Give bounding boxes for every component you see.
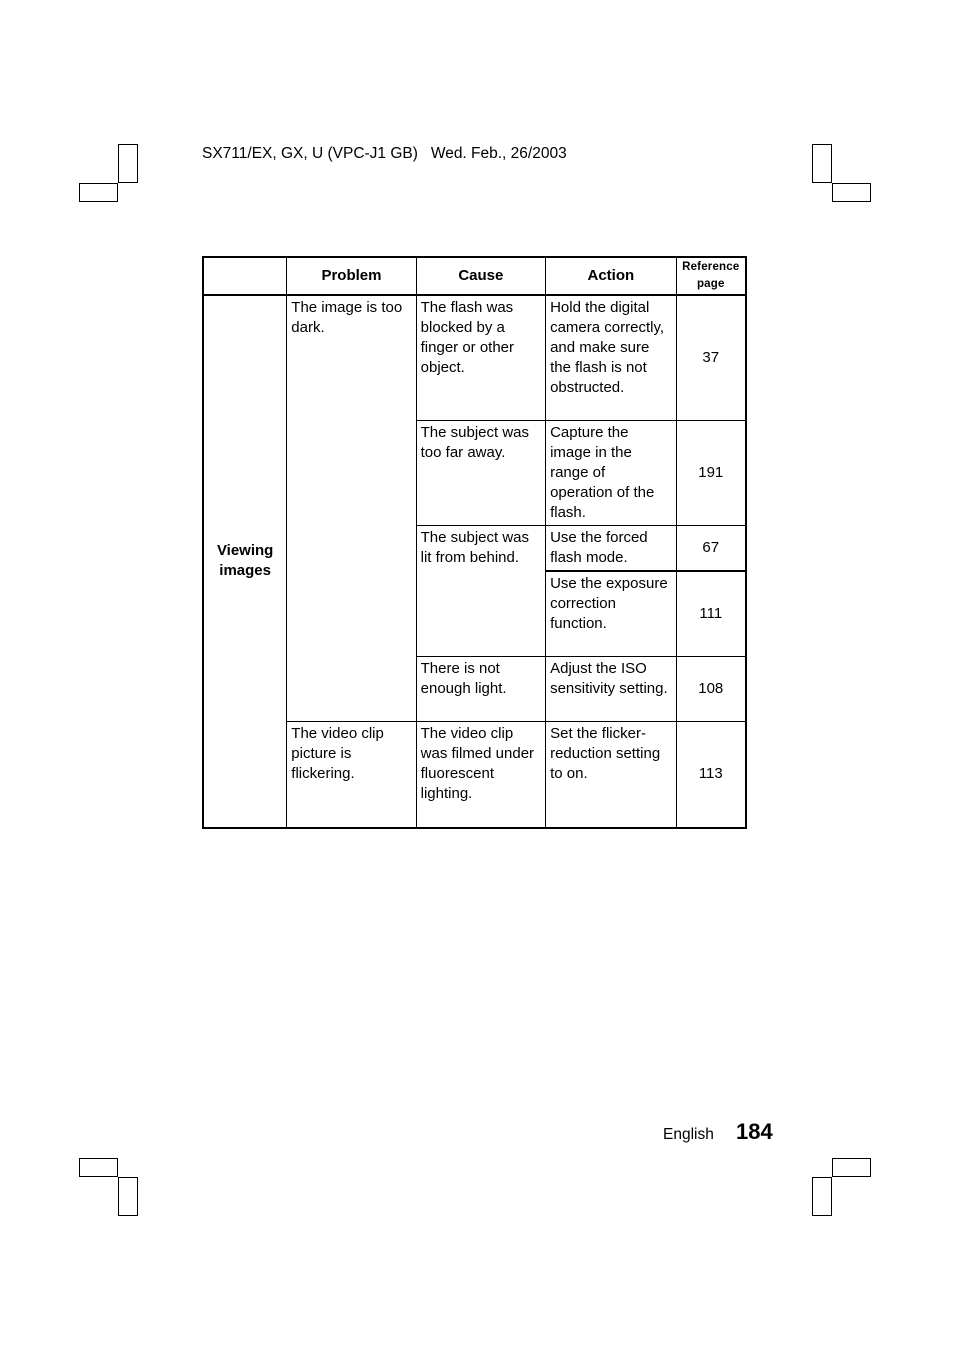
column-header-reference-page (676, 257, 746, 295)
category-line1: Viewing (216, 542, 274, 560)
reference-cell: 67 (676, 525, 746, 571)
reference-cell: 108 (676, 657, 746, 722)
page-number: 184 (736, 1119, 773, 1144)
crop-mark-top-left-vertical (118, 144, 138, 183)
column-header-cause: Cause (416, 257, 545, 295)
problem-cell: The image is too dark. (287, 295, 416, 722)
column-header-action: Action (546, 257, 676, 295)
action-cell: Use the forced flash mode. (546, 525, 676, 571)
cause-cell: The flash was blocked by a finger or other object. (416, 295, 545, 420)
crop-mark-bottom-left-vertical (118, 1177, 138, 1216)
crop-mark-bottom-right-vertical (812, 1177, 832, 1216)
header-date: Wed. Feb., 26/2003 (430, 145, 567, 162)
action-cell: Adjust the ISO sensitivity setting. (546, 657, 676, 722)
cause-cell: The video clip was filmed under fluorescent lighting. (416, 722, 545, 828)
reference-cell: 111 (676, 571, 746, 657)
cause-cell: There is not enough light. (416, 657, 545, 722)
category-line2: images (219, 562, 271, 580)
category-cell (203, 295, 287, 828)
reference-cell: 191 (676, 420, 746, 525)
table-header-row (203, 257, 746, 295)
action-cell: Capture the image in the range of operation of the flash. (546, 420, 676, 525)
troubleshooting-table (202, 256, 747, 829)
cause-cell: The subject was lit from behind. (416, 525, 545, 657)
crop-mark-top-right-horizontal (832, 183, 871, 202)
crop-mark-bottom-left-horizontal (79, 1158, 118, 1177)
action-cell: Use the exposure correction function. (546, 571, 676, 657)
column-header-category (203, 257, 287, 295)
crop-mark-top-right-vertical (812, 144, 832, 183)
crop-mark-bottom-right-horizontal (832, 1158, 871, 1177)
column-header-problem: Problem (287, 257, 416, 295)
problem-cell: The video clip picture is flickering. (287, 722, 416, 828)
reference-header-line2: page (696, 278, 725, 290)
footer-language: English (663, 1126, 714, 1143)
action-cell: Hold the digital camera correctly, and make sure the flash is not obstructed. (546, 295, 676, 420)
table-row (203, 295, 746, 420)
reference-cell: 113 (676, 722, 746, 828)
crop-mark-top-left-horizontal (79, 183, 118, 202)
reference-cell: 37 (676, 295, 746, 420)
action-cell: Set the flicker-reduction setting to on. (546, 722, 676, 828)
page-header (202, 145, 567, 163)
reference-header-line1: Reference (682, 261, 740, 273)
cause-cell: The subject was too far away. (416, 420, 545, 525)
header-model: SX711/EX, GX, U (VPC-J1 GB) (202, 145, 418, 162)
